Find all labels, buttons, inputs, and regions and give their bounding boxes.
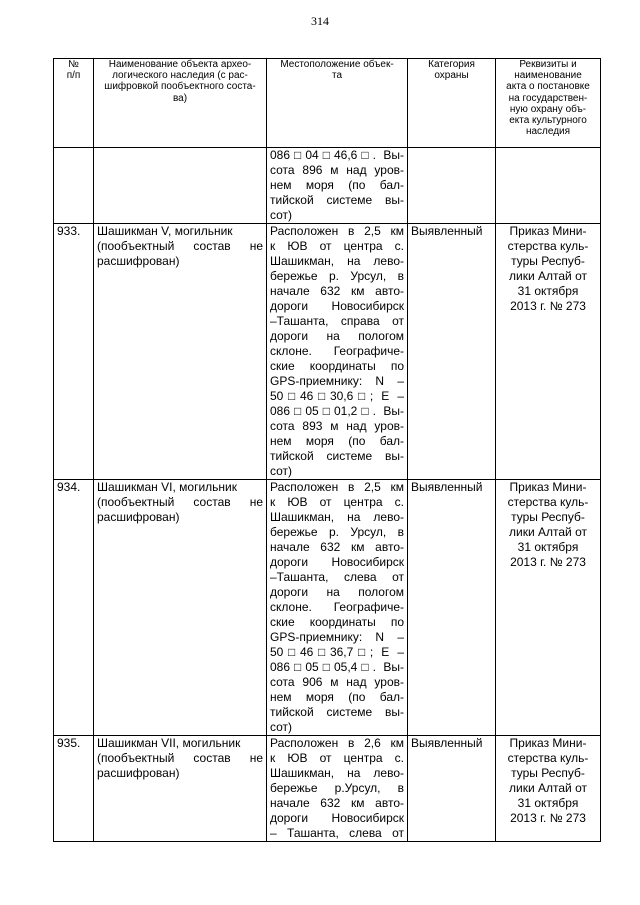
row-name: Шашикман VI, могильник (пообъектный состав не расшифрован): [94, 480, 267, 736]
row-location: Расположен в 2,5 км к ЮВ от центра с. Шашикман, на лево- бережье р. Урсул, в начале 632 км авто- дороги Новосибирск –Ташанта, слева от дороги на пологом склоне. Географиче- ские координаты по GPS-приемнику: N – 50□46□36,7□; Е – 086□05□05,4□. Вы- сота 906 м над уров- нем моря (по бал- тийской системе вы- сот): [267, 480, 408, 736]
row-num: 935.: [54, 736, 94, 842]
table-row: [54, 224, 601, 480]
row-location-cell: 086□04□46,6□. Вы- сота 896 м над уров- нем моря (по бал- тийской системе вы- сот): [267, 148, 408, 224]
table-row: [54, 736, 601, 842]
header-name: Наименование объекта архео- логического наследия (с рас- шифровкой пообъектного соста- ва): [94, 59, 267, 148]
header-category: Категория охраны: [408, 59, 496, 148]
row-category: Выявленный: [408, 224, 496, 480]
row-document: Приказ Мини- стерства куль- туры Респуб- лики Алтай от 31 октября 2013 г. № 273: [496, 224, 601, 480]
page-number: 314: [311, 14, 329, 28]
row-name-cell: [94, 148, 267, 224]
row-category: Выявленный: [408, 480, 496, 736]
row-category-cell: [408, 148, 496, 224]
row-document: Приказ Мини- стерства куль- туры Респуб- лики Алтай от 31 октября 2013 г. № 273: [496, 480, 601, 736]
row-num: 934.: [54, 480, 94, 736]
heritage-registry-table: [53, 58, 601, 842]
row-name: Шашикман VII, могильник (пообъектный состав не расшифрован): [94, 736, 267, 842]
row-document: Приказ Мини- стерства куль- туры Респуб- лики Алтай от 31 октября 2013 г. № 273: [496, 736, 601, 842]
row-num: 933.: [54, 224, 94, 480]
table-header-row: [54, 59, 601, 148]
row-num-cell: [54, 148, 94, 224]
row-location: Расположен в 2,5 км к ЮВ от центра с. Шашикман, на лево- бережье р. Урсул, в начале 632 км авто- дороги Новосибирск –Ташанта, справа от дороги на пологом склоне. Географиче- ские координаты по GPS-приемнику: N – 50□46□30,6□; Е – 086□05□01,2□. Вы- сота 893 м над уров- нем моря (по бал- тийской системе вы- сот): [267, 224, 408, 480]
header-location: Местоположение объек- та: [267, 59, 408, 148]
header-num: № п/п: [54, 59, 94, 148]
row-document-cell: [496, 148, 601, 224]
row-name: Шашикман V, могильник (пообъектный состав не расшифрован): [94, 224, 267, 480]
row-category: Выявленный: [408, 736, 496, 842]
table-row: [54, 480, 601, 736]
row-location: Расположен в 2,6 км к ЮВ от центра с. Шашикман, на лево- бережье р.Урсул, в начале 632 км авто- дороги Новосибирск – Ташанта, слева от: [267, 736, 408, 842]
header-document: Реквизиты и наименование акта о постановке на государствен- ную охрану объ- екта культурного наследия: [496, 59, 601, 148]
table-row-continuation: [54, 148, 601, 224]
